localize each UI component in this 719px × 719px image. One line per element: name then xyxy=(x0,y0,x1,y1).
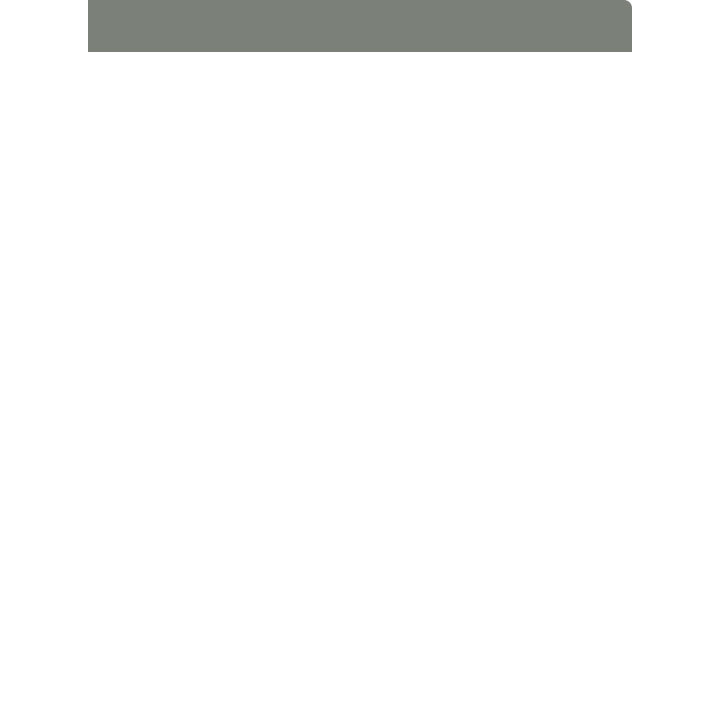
table-title xyxy=(88,0,632,52)
badge-row xyxy=(88,80,632,134)
model-header-row xyxy=(88,52,632,80)
spec-table xyxy=(88,0,632,719)
